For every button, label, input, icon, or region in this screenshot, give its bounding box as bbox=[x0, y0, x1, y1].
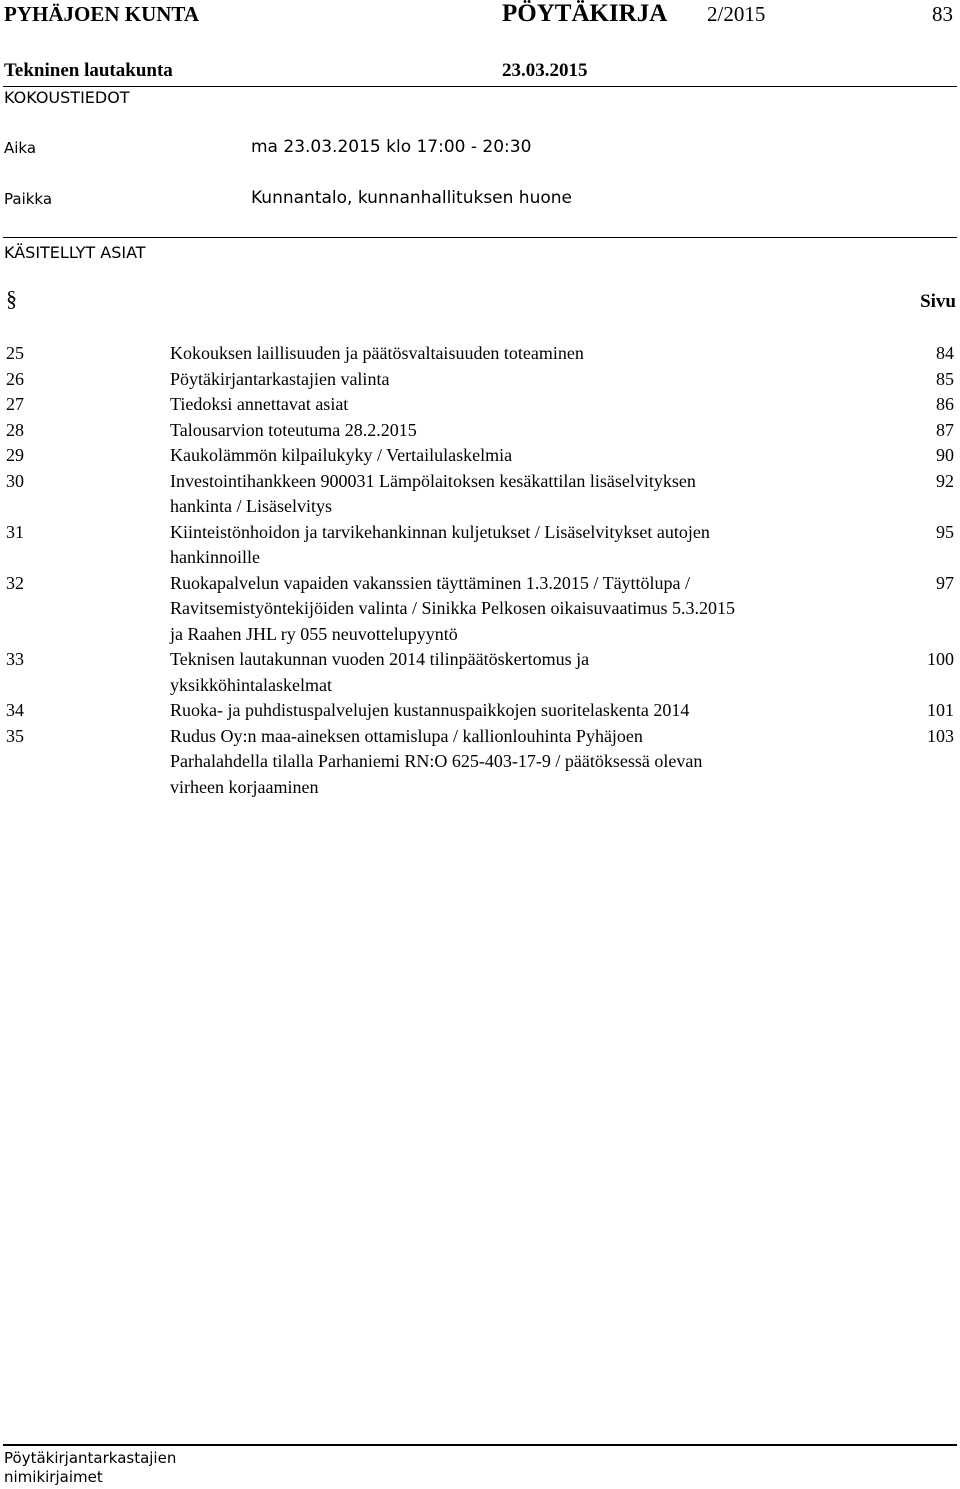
agenda-item-number: 31 bbox=[6, 521, 24, 542]
agenda-item-title-line: Ruokapalvelun vapaiden vakanssien täyttäminen 1.3.2015 / Täyttölupa / bbox=[170, 572, 691, 593]
agenda-item-title bbox=[170, 647, 850, 698]
agenda-item-title bbox=[170, 367, 850, 393]
document-type: PÖYTÄKIRJA bbox=[502, 0, 668, 27]
agenda-item-page: 86 bbox=[936, 394, 954, 414]
board-name: Tekninen lautakunta bbox=[4, 60, 173, 81]
agenda-item-number: 26 bbox=[6, 368, 24, 389]
section-heading: KOKOUSTIEDOT bbox=[4, 88, 130, 107]
agenda-item-number: 30 bbox=[6, 470, 24, 491]
agenda-item-title-line: Ruoka- ja puhdistuspalvelujen kustannuspaikkojen suoritelaskenta 2014 bbox=[170, 700, 690, 720]
agenda-heading: KÄSITELLYT ASIAT bbox=[4, 243, 146, 262]
agenda-item-title-line: yksikköhintalaskelmat bbox=[170, 674, 332, 695]
agenda-item-page: 103 bbox=[927, 725, 954, 746]
agenda-item-title bbox=[170, 571, 850, 648]
agenda-item-page: 100 bbox=[927, 649, 954, 669]
agenda-item-number: 29 bbox=[6, 445, 24, 465]
footer-label-line2: nimikirjaimet bbox=[4, 1468, 103, 1486]
agenda-item bbox=[6, 341, 954, 367]
agenda-item-title bbox=[170, 443, 850, 469]
agenda-item-number: 28 bbox=[6, 419, 24, 440]
agenda-item-title-line: virheen korjaaminen bbox=[170, 776, 319, 797]
agenda-item bbox=[6, 647, 954, 698]
agenda-item bbox=[6, 520, 954, 571]
agenda-item bbox=[6, 392, 954, 418]
agenda-item-page: 97 bbox=[936, 572, 954, 593]
agenda-item-title-line: hankinnoille bbox=[170, 547, 260, 567]
agenda-item-title-line: Kaukolämmön kilpailukyky / Vertailulaskelmia bbox=[170, 445, 513, 465]
agenda-item-title-line: Pöytäkirjantarkastajien valinta bbox=[170, 368, 390, 389]
agenda-item-title-line: Talousarvion toteutuma 28.2.2015 bbox=[170, 419, 417, 440]
agenda-item bbox=[6, 698, 954, 724]
footer-label-line1: Pöytäkirjantarkastajien bbox=[4, 1449, 177, 1467]
meeting-date: 23.03.2015 bbox=[502, 60, 588, 81]
agenda-item-number: 25 bbox=[6, 343, 24, 363]
agenda-item-title bbox=[170, 469, 850, 520]
section-rule bbox=[3, 237, 957, 238]
agenda-item-page: 84 bbox=[936, 343, 954, 363]
footer-rule bbox=[3, 1444, 957, 1446]
agenda-item-title-line: Teknisen lautakunnan vuoden 2014 tilinpäätöskertomus ja bbox=[170, 649, 590, 669]
page-column-label: Sivu bbox=[920, 291, 956, 312]
agenda-item-title bbox=[170, 418, 850, 444]
agenda-item-title-line: Ravitsemistyöntekijöiden valinta / Sinikka Pelkosen oikaisuvaatimus 5.3.2015 bbox=[170, 598, 735, 618]
agenda-item bbox=[6, 724, 954, 801]
agenda-item-number: 35 bbox=[6, 725, 24, 746]
document-number: 2/2015 bbox=[707, 2, 766, 26]
agenda-item-title bbox=[170, 392, 850, 418]
agenda-item-number: 27 bbox=[6, 394, 24, 414]
municipality-name: PYHÄJOEN KUNTA bbox=[4, 2, 200, 26]
agenda-item-title-line: Parhalahdella tilalla Parhaniemi RN:O 625-403-17-9 / päätöksessä olevan bbox=[170, 751, 703, 771]
agenda-item bbox=[6, 443, 954, 469]
section-symbol-icon: § bbox=[6, 286, 17, 311]
agenda-item-title-line: Rudus Oy:n maa-aineksen ottamislupa / kallionlouhinta Pyhäjoen bbox=[170, 725, 643, 746]
agenda-item-title-line: Kokouksen laillisuuden ja päätösvaltaisuuden toteaminen bbox=[170, 343, 584, 363]
agenda-item-page: 101 bbox=[927, 700, 954, 720]
agenda-item-title bbox=[170, 724, 850, 801]
agenda-item bbox=[6, 571, 954, 648]
agenda-item-page: 87 bbox=[936, 419, 954, 440]
agenda-item-title-line: Investointihankkeen 900031 Lämpölaitoksen kesäkattilan lisäselvityksen bbox=[170, 470, 696, 491]
agenda-item-title bbox=[170, 341, 850, 367]
agenda-item-title-line: ja Raahen JHL ry 055 neuvottelupyyntö bbox=[170, 623, 458, 644]
agenda-item bbox=[6, 418, 954, 444]
time-label: Aika bbox=[4, 139, 37, 157]
agenda-item-title-line: Tiedoksi annettavat asiat bbox=[170, 394, 349, 414]
agenda-item-title bbox=[170, 698, 850, 724]
agenda-item bbox=[6, 367, 954, 393]
agenda-item-page: 90 bbox=[936, 445, 954, 465]
header-rule bbox=[3, 86, 957, 87]
agenda-item-title bbox=[170, 520, 850, 571]
agenda-item bbox=[6, 469, 954, 520]
agenda-item-number: 32 bbox=[6, 572, 24, 593]
agenda-item-number: 34 bbox=[6, 700, 24, 720]
place-value: Kunnantalo, kunnanhallituksen huone bbox=[251, 188, 572, 208]
page-number: 83 bbox=[932, 2, 953, 26]
agenda-item-title-line: hankinta / Lisäselvitys bbox=[170, 496, 332, 516]
agenda-item-title-line: Kiinteistönhoidon ja tarvikehankinnan kuljetukset / Lisäselvitykset autojen bbox=[170, 521, 710, 542]
agenda-item-number: 33 bbox=[6, 649, 24, 669]
place-label: Paikka bbox=[4, 190, 53, 208]
agenda-item-page: 92 bbox=[936, 470, 954, 491]
agenda-item-page: 85 bbox=[936, 368, 954, 389]
agenda-item-page: 95 bbox=[936, 521, 954, 542]
time-value: ma 23.03.2015 klo 17:00 - 20:30 bbox=[251, 137, 532, 157]
